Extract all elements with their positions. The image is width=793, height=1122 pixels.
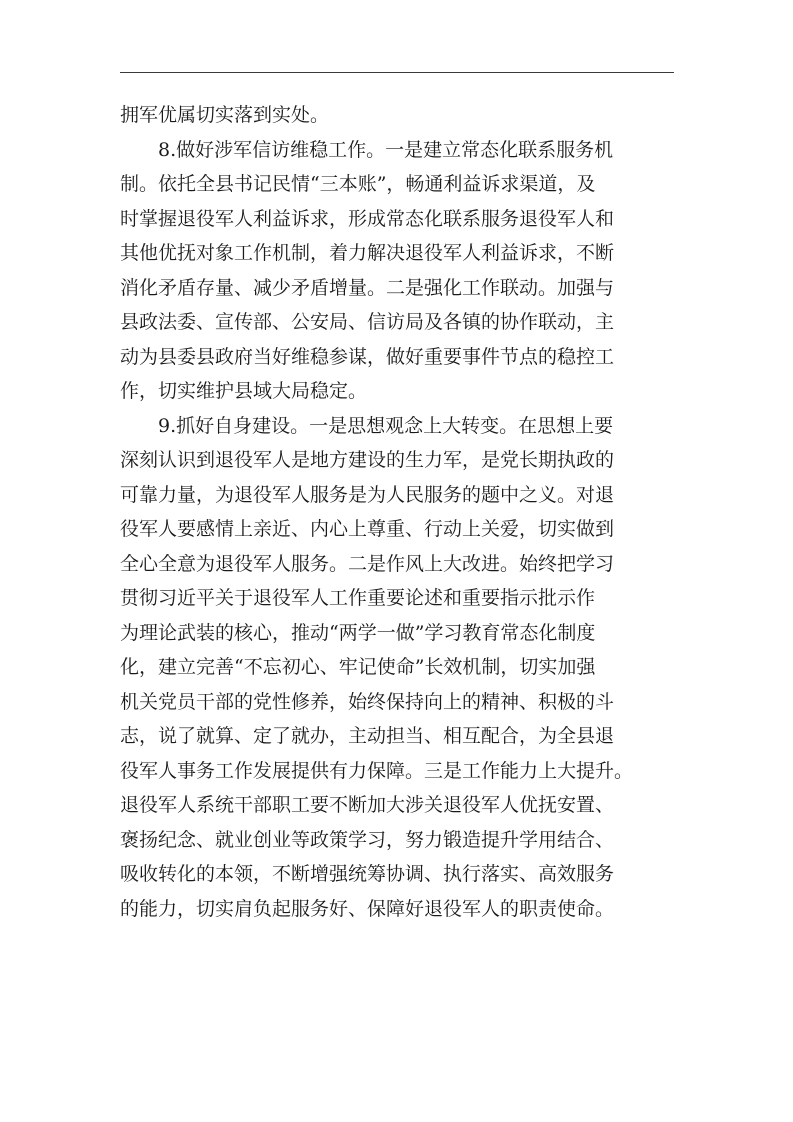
header-rule [120, 72, 674, 73]
paragraph-line: 化，建立完善“不忘初心、牢记使命”长效机制，切实加强 [120, 656, 596, 678]
paragraph-line: 褒扬纪念、就业创业等政策学习，努力锻造提升学用结合、 [120, 828, 615, 851]
paragraph-line: 9.抓好自身建设。一是思想观念上大转变。在思想上要 [158, 414, 614, 437]
paragraph-line: 为理论武装的核心，推动“两学一做”学习教育常态化制度 [120, 621, 596, 644]
paragraph-line: 消化矛盾存量、减少矛盾增量。二是强化工作联动。加强与 [120, 276, 615, 299]
paragraph-line: 拥军优属切实落到实处。 [120, 104, 330, 126]
paragraph-line: 贯彻习近平关于退役军人工作重要论述和重要指示批示作 [120, 587, 596, 609]
paragraph-line: 制。依托全县书记民情“三本账”，畅通利益诉求渠道，及 [120, 173, 596, 195]
body-text [120, 98, 690, 926]
paragraph-line: 深刻认识到退役军人是地方建设的生力军，是党长期执政的 [120, 449, 615, 471]
paragraph-line: 役军人事务工作发展提供有力保障。三是工作能力上大提升。 [120, 759, 634, 782]
paragraph-line: 役军人要感情上亲近、内心上尊重、行动上关爱，切实做到 [120, 518, 615, 540]
paragraph-line: 8.做好涉军信访维稳工作。一是建立常态化联系服务机 [158, 138, 614, 161]
paragraph-line: 机关党员干部的党性修养，始终保持向上的精神、积极的斗 [120, 690, 615, 713]
paragraph-line: 作，切实维护县域大局稳定。 [120, 380, 368, 402]
paragraph-line: 可靠力量，为退役军人服务是为人民服务的题中之义。对退 [120, 483, 615, 506]
paragraph-line: 其他优抚对象工作机制，着力解决退役军人利益诉求，不断 [120, 242, 615, 264]
paragraph-line: 的能力，切实肩负起服务好、保障好退役军人的职责使命。 [120, 897, 615, 920]
paragraph-line: 全心全意为退役军人服务。二是作风上大改进。始终把学习 [120, 552, 615, 575]
paragraph-line: 县政法委、宣传部、公安局、信访局及各镇的协作联动，主 [120, 311, 615, 333]
paragraph-line: 退役军人系统干部职工要不断加大涉关退役军人优抚安置、 [120, 794, 615, 816]
paragraph-line: 时掌握退役军人利益诉求，形成常态化联系服务退役军人和 [120, 207, 615, 230]
paragraph-line: 志，说了就算、定了就办，主动担当、相互配合，为全县退 [120, 725, 615, 747]
paragraph-line: 吸收转化的本领，不断增强统筹协调、执行落实、高效服务 [120, 863, 615, 885]
paragraph-line: 动为县委县政府当好维稳参谋，做好重要事件节点的稳控工 [120, 345, 615, 368]
